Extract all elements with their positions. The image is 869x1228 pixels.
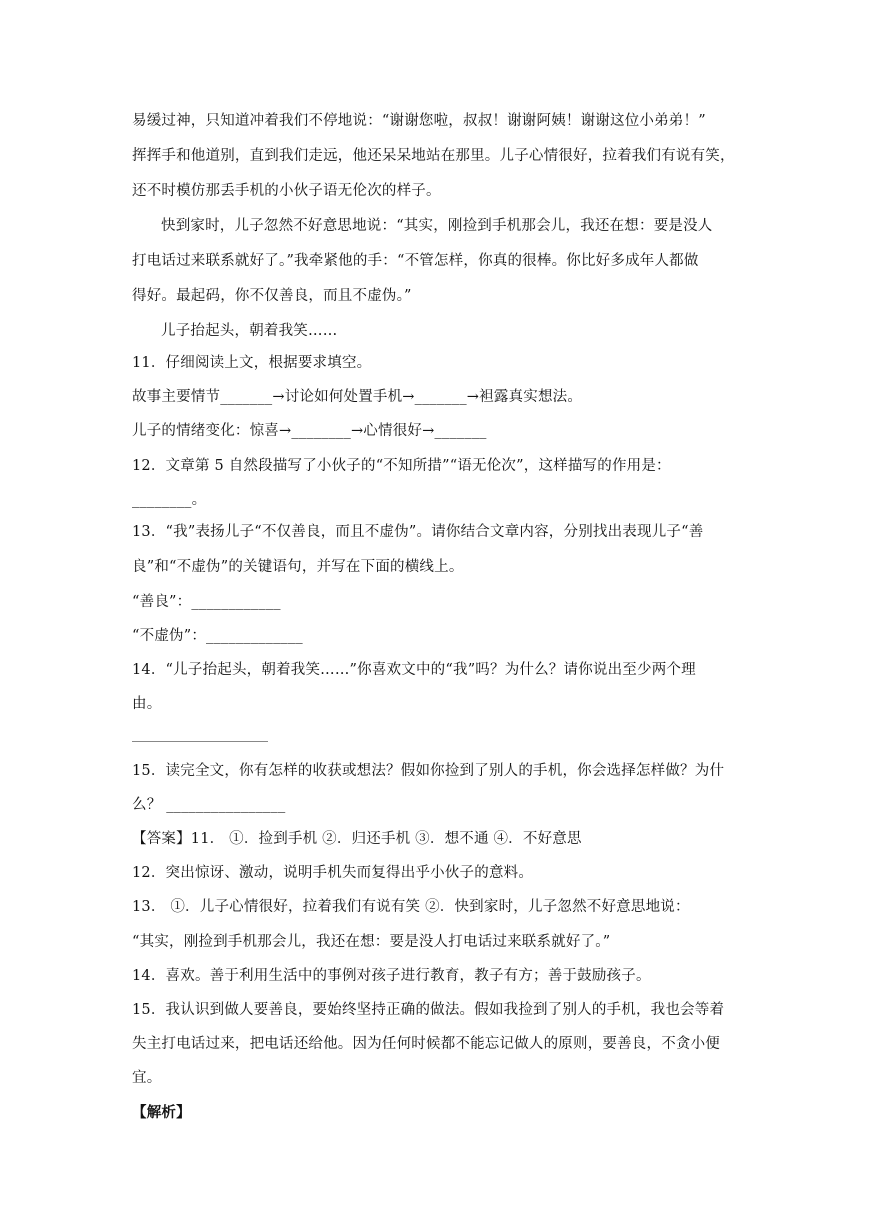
question-15: 15．读完全文，你有怎样的收获或想法？假如你捡到了别人的手机，你会选择怎样做？为什: [132, 763, 725, 779]
text-line: 得好。最起码，你不仅善良，而且不虚伪。”: [132, 288, 412, 304]
question-15-cont: 么？ ________________: [132, 797, 286, 813]
question-14: 14．“儿子抬起头，朝着我笑……”你喜欢文中的“我”吗？为什么？请你说出至少两个理: [132, 662, 696, 678]
question-11-emotion: 儿子的情绪变化：惊喜→________→心情很好→_______: [132, 423, 487, 439]
question-11: 11．仔细阅读上文，根据要求填空。: [132, 355, 372, 371]
answer-15-cont: 失主打电话过来，把电话还给他。因为任何时候都不能忘记做人的原则，要善良，不贪小便: [132, 1036, 720, 1052]
answer-blank-shanliang: “善良”：____________: [132, 594, 281, 610]
answer-blank-buxuwei: “不虚伪”：_____________: [132, 628, 303, 644]
question-12: 12．文章第 5 自然段描写了小伙子的“不知所措”“语无伦次”，这样描写的作用是：: [132, 458, 671, 474]
question-11-plot: 故事主要情节_______→讨论如何处置手机→_______→袒露真实想法。: [132, 389, 583, 405]
answer-13-cont: “其实，刚捡到手机那会儿，我还在想：要是没人打电话过来联系就好了。”: [132, 934, 611, 950]
text-line: 易缓过神，只知道冲着我们不停地说：“谢谢您啦，叔叔！谢谢阿姨！谢谢这位小弟弟！”: [132, 113, 706, 129]
answer-14: 14．喜欢。善于利用生活中的事例对孩子进行教育，教子有方；善于鼓励孩子。: [132, 968, 651, 984]
text-line: 打电话过来联系就好了。”我牵紧他的手：“不管怎样，你真的很棒。你比好多成年人都做: [132, 253, 699, 269]
answer-11: 【答案】11． ①．捡到手机 ②．归还手机 ③．想不通 ④．不好意思: [132, 831, 582, 847]
answer-13: 13． ①．儿子心情很好，拉着我们有说有笑 ②．快到家时，儿子忽然不好意思地说：: [132, 899, 690, 915]
text-line: 快到家时，儿子忽然不好意思地说：“其实，刚捡到手机那会儿，我还在想：要是没人: [161, 218, 713, 234]
answer-15: 15．我认识到做人要善良，要始终坚持正确的做法。假如我捡到了别人的手机，我也会等着: [132, 1002, 725, 1018]
answer-line-14: [132, 741, 268, 742]
question-12-blank: ________。: [132, 492, 207, 508]
answer-12: 12．突出惊讶、激动，说明手机失而复得出乎小伙子的意料。: [132, 865, 534, 881]
text-line: 还不时模仿那丢手机的小伙子语无伦次的样子。: [132, 183, 441, 199]
text-line: 儿子抬起头，朝着我笑……: [161, 323, 338, 339]
text-line: 挥挥手和他道别，直到我们走远，他还呆呆地站在那里。儿子心情很好，拉着我们有说有笑，: [132, 148, 735, 164]
question-13-cont: 良”和“不虚伪”的关键语句，并写在下面的横线上。: [132, 559, 464, 575]
answer-15-end: 宜。: [132, 1070, 162, 1086]
analysis-heading: 【解析】: [132, 1104, 191, 1121]
question-13: 13．“我”表扬儿子“不仅善良，而且不虚伪”。请你结合文章内容，分别找出表现儿子“善: [132, 524, 704, 540]
question-14-cont: 由。: [132, 696, 162, 712]
